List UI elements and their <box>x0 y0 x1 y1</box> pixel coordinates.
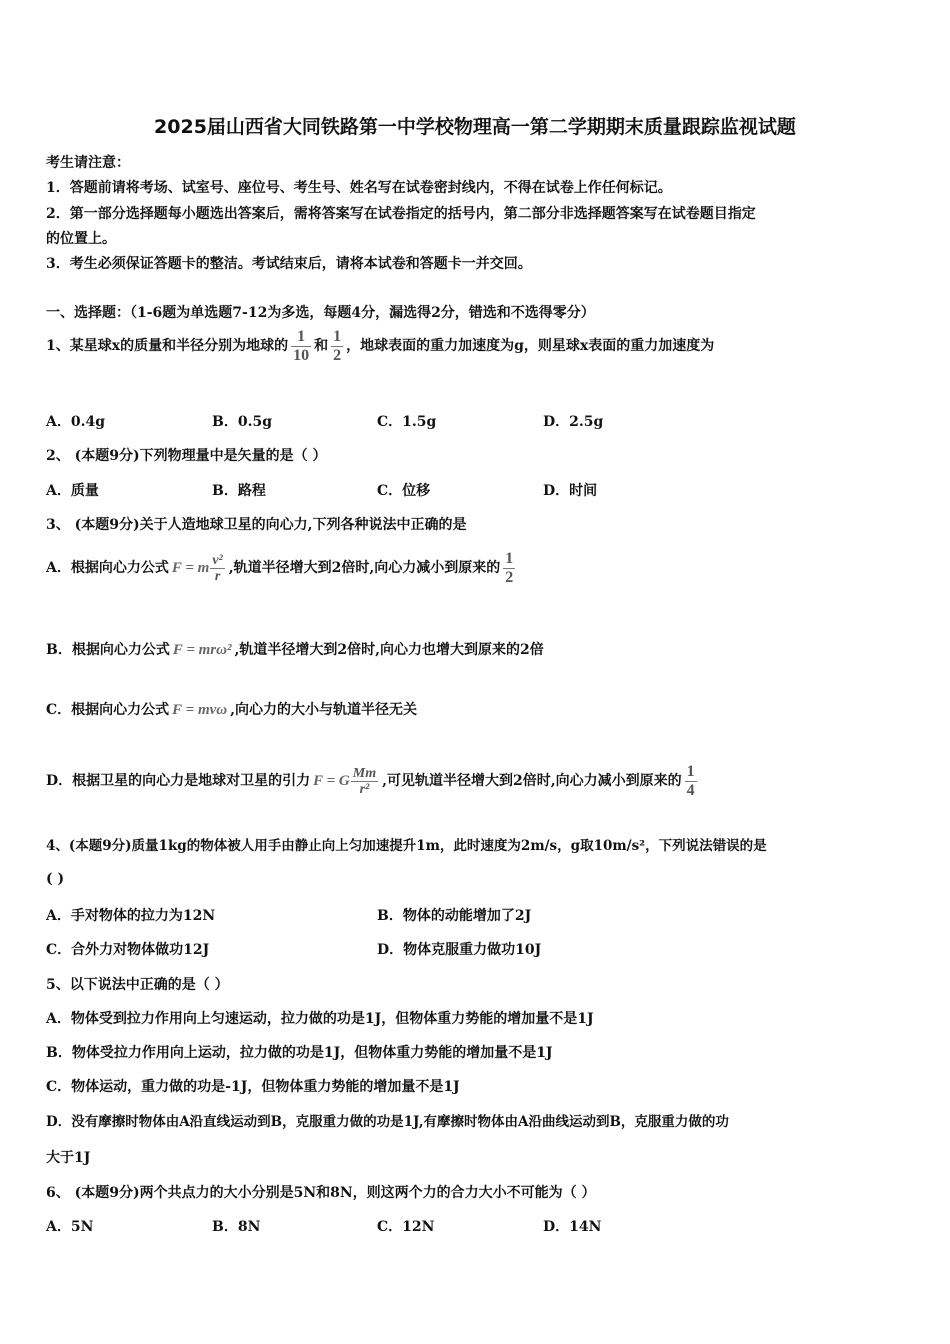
notice-heading: 考生请注意： <box>46 155 130 171</box>
question-6-stem: 6、 (本题9分)两个共点力的大小分别是5N和8N，则这两个力的合力大小不可能为（ ） <box>46 1185 596 1201</box>
q3-d-formula-den: r² <box>351 781 378 797</box>
q4-option-c: C．合外力对物体做功12J <box>46 942 210 958</box>
q3-d-formula <box>313 754 379 808</box>
notice-item-3: 3．考生必须保证答题卡的整洁。考试结束后，请将本试卷和答题卡一并交回。 <box>46 256 532 272</box>
q2-option-d: D．时间 <box>543 483 598 499</box>
q1-option-a: A．0.4g <box>46 414 106 430</box>
q1-stem-b: ，地球表面的重力加速度为g，则星球x表面的重力加速度为 <box>346 338 715 354</box>
q5-option-b: B．物体受拉力作用向上运动，拉力做的功是1J，但物体重力势能的增加量不是1J <box>46 1045 553 1061</box>
notice-item-1: 1．答题前请将考场、试室号、座位号、考生号、姓名写在试卷密封线内，不得在试卷上作任何标记。 <box>46 180 672 196</box>
q5-option-d: D．没有摩擦时物体由A沿直线运动到B，克服重力做的功是1J,有摩擦时物体由A沿曲线运动到B，克服重力做的功 <box>46 1114 729 1130</box>
q3-b-post: ,轨道半径增大到2倍时,向心力也增大到原来的2倍 <box>234 642 544 658</box>
notice-item-2-cont: 的位置上。 <box>46 231 116 247</box>
q3-option-b <box>46 630 544 670</box>
q1-frac1-num: 1 <box>297 327 306 345</box>
q2-option-c: C．位移 <box>377 483 431 499</box>
q1-and: 和 <box>314 338 329 354</box>
q3-d-fraction <box>685 763 697 799</box>
q1-fraction-2 <box>331 328 343 364</box>
q3-option-a <box>46 548 518 588</box>
q4-option-a: A．手对物体的拉力为12N <box>46 908 216 924</box>
question-1-stem <box>46 326 714 366</box>
question-4-stem-cont: ( ) <box>46 871 65 887</box>
exam-title: 2025届山西省大同铁路第一中学校物理高一第二学期期末质量跟踪监视试题 <box>154 116 796 138</box>
notice-item-2: 2．第一部分选择题每小题选出答案后，需将答案写在试卷指定的括号内，第二部分非选择题答案写在试卷题目指定 <box>46 206 756 222</box>
q1-option-d: D．2.5g <box>543 414 604 430</box>
q3-option-d <box>46 754 700 808</box>
q3-c-post: ,向心力的大小与轨道半径无关 <box>230 702 417 718</box>
q1-frac1-den: 10 <box>293 346 310 364</box>
q3-option-c <box>46 690 417 730</box>
question-3-stem: 3、 (本题9分)关于人造地球卫星的向心力,下列各种说法中正确的是 <box>46 517 467 533</box>
q5-option-d-cont: 大于1J <box>46 1150 91 1166</box>
q6-option-c: C．12N <box>377 1219 435 1235</box>
question-5-stem: 5、以下说法中正确的是（ ） <box>46 977 229 993</box>
q2-option-b: B．路程 <box>212 483 266 499</box>
q1-option-b: B．0.5g <box>212 414 272 430</box>
q3-a-pre: A．根据向心力公式 <box>46 560 169 576</box>
q3-d-post: ,可见轨道半径增大到2倍时,向心力减小到原来的 <box>382 773 682 789</box>
q3-a-formula-frac <box>210 553 224 585</box>
q6-option-a: A．5N <box>46 1219 94 1235</box>
q3-a-frac-num: 1 <box>505 549 514 567</box>
q5-option-c: C．物体运动，重力做的功是-1J，但物体重力势能的增加量不是1J <box>46 1079 460 1095</box>
section-heading: 一、选择题：（1-6题为单选题7-12为多选，每题4分，漏选得2分，错选和不选得零分） <box>46 305 595 321</box>
q3-d-pre: D．根据卫星的向心力是地球对卫星的引力 <box>46 773 311 789</box>
q3-a-fraction <box>503 550 515 586</box>
q3-c-formula: F = mvω <box>172 702 228 718</box>
q2-option-a: A．质量 <box>46 483 99 499</box>
q3-d-frac-den: 4 <box>686 781 695 799</box>
q3-a-post: ,轨道半径增大到2倍时,向心力减小到原来的 <box>228 560 501 576</box>
q3-d-formula-frac <box>351 766 378 798</box>
q3-d-formula-lhs: F = G <box>313 773 350 789</box>
q3-a-formula <box>172 548 226 588</box>
q6-option-b: B．8N <box>212 1219 261 1235</box>
question-2-stem: 2、 (本题9分)下列物理量中是矢量的是（ ） <box>46 448 327 464</box>
q1-stem-a: 1、某星球x的质量和半径分别为地球的 <box>46 338 289 354</box>
q5-option-a: A．物体受到拉力作用向上匀速运动，拉力做的功是1J，但物体重力势能的增加量不是1J <box>46 1011 594 1027</box>
q3-d-frac-num: 1 <box>686 762 695 780</box>
q4-option-b: B．物体的动能增加了2J <box>377 908 532 924</box>
q3-b-pre: B．根据向心力公式 <box>46 642 170 658</box>
q1-fraction-1 <box>291 328 311 364</box>
q3-a-formula-den: r <box>210 568 224 584</box>
q1-frac2-den: 2 <box>333 346 342 364</box>
q3-c-pre: C．根据向心力公式 <box>46 702 170 718</box>
q1-option-c: C．1.5g <box>377 414 437 430</box>
q3-b-formula: F = mrω² <box>172 642 232 658</box>
q3-a-frac-den: 2 <box>505 568 514 586</box>
question-4-stem: 4、(本题9分)质量1kg的物体被人用手由静止向上匀加速提升1m，此时速度为2m/s，g取10m/s²，下列说法错误的是 <box>46 838 767 854</box>
q4-option-d: D．物体克服重力做功10J <box>377 942 542 958</box>
q3-d-formula-num: Mm <box>352 765 377 781</box>
q6-option-d: D．14N <box>543 1219 602 1235</box>
q1-frac2-num: 1 <box>333 327 342 345</box>
q3-a-formula-lhs: F = m <box>171 560 210 576</box>
q3-a-formula-num: v² <box>212 552 223 568</box>
